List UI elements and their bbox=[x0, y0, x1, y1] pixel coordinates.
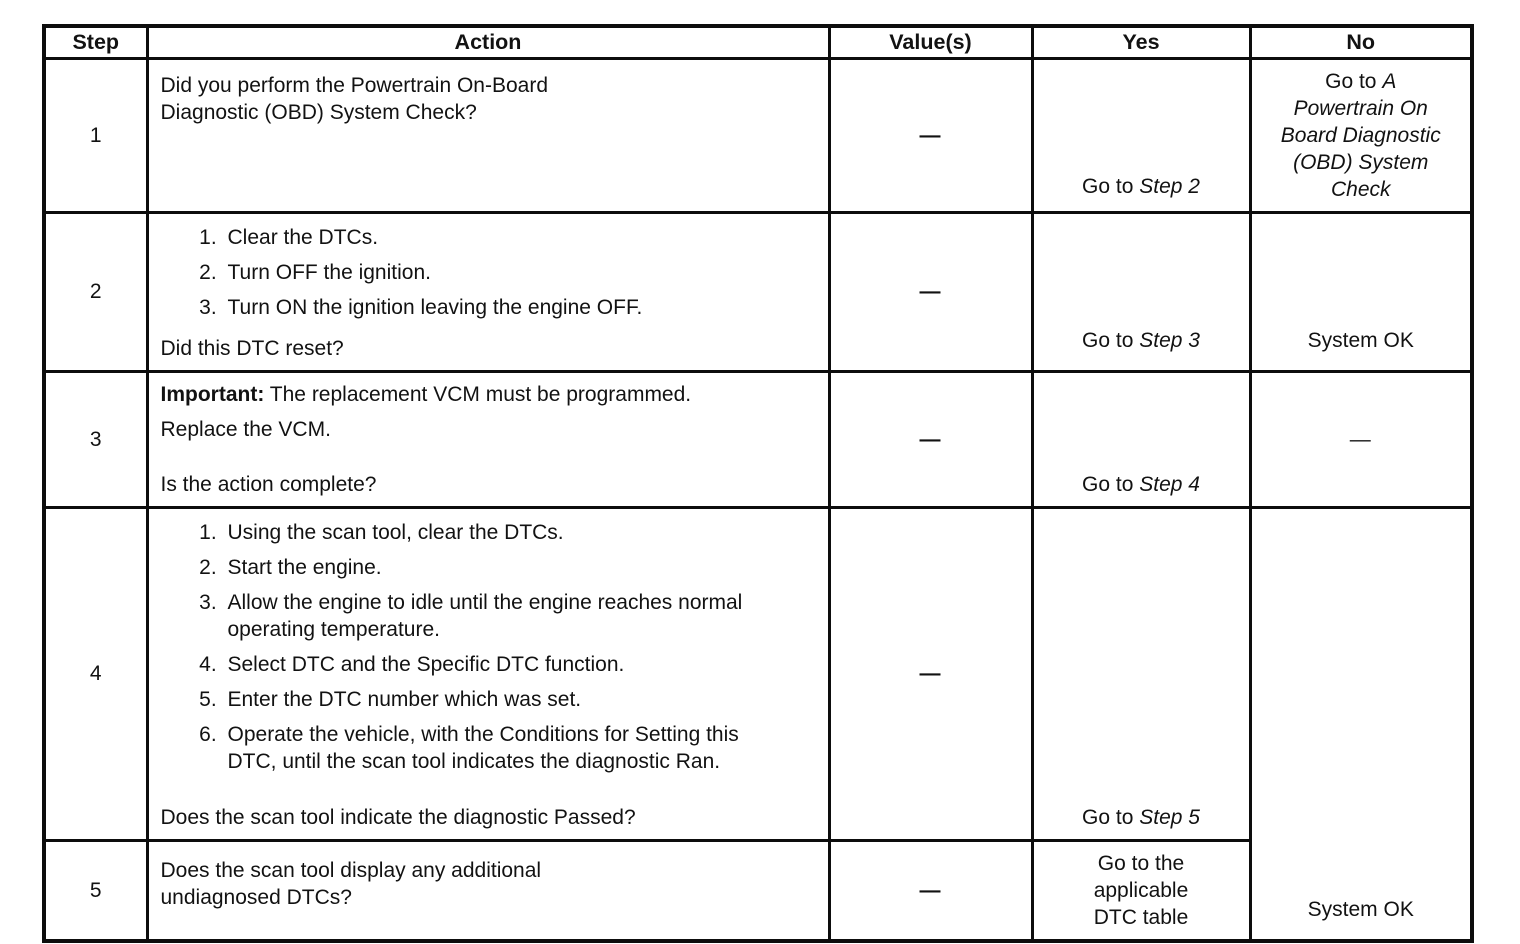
step-number: 5 bbox=[89, 878, 102, 902]
no-cell-3 bbox=[1250, 372, 1472, 508]
step-number: 4 bbox=[89, 662, 102, 685]
yes-cell-content bbox=[1034, 222, 1249, 362]
value-cell-5 bbox=[829, 841, 1032, 942]
no-dash: — bbox=[1349, 427, 1372, 451]
go-to-label: Go to bbox=[1082, 806, 1134, 829]
important-label: Important: bbox=[160, 383, 265, 406]
action-list-item: 5. Enter the DTC number which was set. bbox=[223, 686, 788, 713]
value-dash: — bbox=[919, 123, 942, 147]
action-cell-content bbox=[149, 214, 828, 370]
step-cell-2 bbox=[44, 213, 147, 372]
action-cell-2 bbox=[147, 213, 829, 372]
action-cell-content bbox=[149, 373, 828, 506]
step-reference: Step 3 bbox=[1139, 329, 1200, 352]
yes-instruction: Go to the applicable DTC table bbox=[1093, 852, 1189, 929]
column-header-action-label: Action bbox=[454, 30, 522, 54]
go-to-label: Go to bbox=[1325, 70, 1377, 93]
important-text: The replacement VCM must be programmed. bbox=[269, 383, 692, 406]
yes-cell-3 bbox=[1032, 372, 1250, 508]
value-dash: — bbox=[919, 878, 942, 902]
action-cell-content bbox=[149, 849, 828, 932]
step-reference: Step 2 bbox=[1139, 174, 1200, 198]
no-result: System OK bbox=[1307, 329, 1414, 352]
step-number: 2 bbox=[89, 280, 102, 303]
value-dash: — bbox=[919, 662, 942, 685]
action-cell-1 bbox=[147, 59, 829, 213]
important-note bbox=[161, 381, 816, 408]
action-list-item: 3. Turn ON the ignition leaving the engine OFF. bbox=[223, 294, 788, 321]
yes-instruction bbox=[1046, 327, 1237, 354]
action-list-item: 6. Operate the vehicle, with the Conditions for Setting this DTC, until the scan tool indicates the diagnostic Ran. bbox=[223, 721, 788, 775]
column-header-yes bbox=[1032, 26, 1250, 59]
column-header-step-label: Step bbox=[72, 30, 120, 54]
action-list-item: 4. Select DTC and the Specific DTC function. bbox=[223, 651, 788, 678]
no-cell-content bbox=[1252, 517, 1471, 931]
table-row-step-1 bbox=[44, 59, 1472, 213]
action-list-item: 3. Allow the engine to idle until the engine reaches normal operating temperature. bbox=[223, 589, 788, 643]
no-cell-1 bbox=[1250, 59, 1472, 213]
step-cell-1 bbox=[44, 59, 147, 213]
table-row-step-4 bbox=[44, 508, 1472, 841]
no-cell-content bbox=[1252, 60, 1471, 211]
yes-cell-5 bbox=[1032, 841, 1250, 942]
action-list-item: 2. Start the engine. bbox=[223, 554, 788, 581]
go-to-label: Go to bbox=[1082, 329, 1134, 352]
action-question: Did this DTC reset? bbox=[160, 337, 344, 360]
column-header-values-label: Value(s) bbox=[889, 30, 972, 54]
go-to-label: Go to bbox=[1082, 473, 1134, 496]
yes-cell-content bbox=[1034, 64, 1249, 208]
table-reference: A Powertrain On Board Diagnostic (OBD) System Check bbox=[1280, 70, 1441, 201]
action-paragraphs bbox=[161, 381, 816, 443]
table-row-step-3 bbox=[44, 372, 1472, 508]
action-question: Is the action complete? bbox=[160, 473, 377, 496]
table-row-step-2 bbox=[44, 213, 1472, 372]
action-step-list bbox=[161, 519, 816, 783]
action-cell-5 bbox=[147, 841, 829, 942]
no-result: System OK bbox=[1307, 898, 1414, 921]
yes-cell-content bbox=[1034, 509, 1249, 839]
action-text: Did you perform the Powertrain On-Board Diagnostic (OBD) System Check? bbox=[160, 73, 549, 124]
value-dash: — bbox=[919, 280, 942, 303]
no-cell-2 bbox=[1250, 213, 1472, 372]
column-header-yes-label: Yes bbox=[1122, 30, 1160, 54]
action-cell-3 bbox=[147, 372, 829, 508]
no-cell-4-5-merged bbox=[1250, 508, 1472, 942]
action-question: Does the scan tool indicate the diagnostic Passed? bbox=[160, 806, 636, 829]
action-step-list bbox=[161, 224, 816, 329]
value-cell-2 bbox=[829, 213, 1032, 372]
diagnostic-table bbox=[42, 24, 1474, 943]
yes-cell-content bbox=[1034, 373, 1249, 506]
column-header-no bbox=[1250, 26, 1472, 59]
action-list-item: 2. Turn OFF the ignition. bbox=[223, 259, 788, 286]
yes-cell-2 bbox=[1032, 213, 1250, 372]
action-list-item: 1. Clear the DTCs. bbox=[223, 224, 788, 251]
action-cell-content bbox=[149, 64, 828, 208]
step-cell-3 bbox=[44, 372, 147, 508]
step-reference: Step 5 bbox=[1139, 806, 1200, 829]
step-cell-5 bbox=[44, 841, 147, 942]
value-dash: — bbox=[919, 427, 942, 451]
value-cell-4 bbox=[829, 508, 1032, 841]
action-text: Does the scan tool display any additional undiagnosed DTCs? bbox=[160, 859, 542, 909]
yes-cell-content bbox=[1034, 842, 1249, 939]
step-reference: Step 4 bbox=[1139, 473, 1200, 496]
yes-cell-1 bbox=[1032, 59, 1250, 213]
yes-instruction bbox=[1046, 471, 1237, 498]
no-cell-content bbox=[1252, 222, 1471, 362]
no-instruction bbox=[1280, 68, 1442, 203]
step-cell-4 bbox=[44, 508, 147, 841]
value-cell-1 bbox=[829, 59, 1032, 213]
yes-instruction bbox=[1046, 804, 1237, 831]
action-text: Replace the VCM. bbox=[160, 418, 331, 441]
yes-instruction bbox=[1046, 173, 1237, 200]
go-to-label: Go to bbox=[1082, 174, 1134, 198]
column-header-no-label: No bbox=[1346, 30, 1376, 54]
action-cell-4 bbox=[147, 508, 829, 841]
step-number: 1 bbox=[89, 123, 102, 147]
action-list-item: 1. Using the scan tool, clear the DTCs. bbox=[223, 519, 788, 546]
yes-cell-4 bbox=[1032, 508, 1250, 841]
column-header-action bbox=[147, 26, 829, 59]
header-row bbox=[44, 26, 1472, 59]
column-header-step bbox=[44, 26, 147, 59]
value-cell-3 bbox=[829, 372, 1032, 508]
step-number: 3 bbox=[89, 427, 102, 451]
action-cell-content bbox=[149, 509, 828, 839]
column-header-values bbox=[829, 26, 1032, 59]
